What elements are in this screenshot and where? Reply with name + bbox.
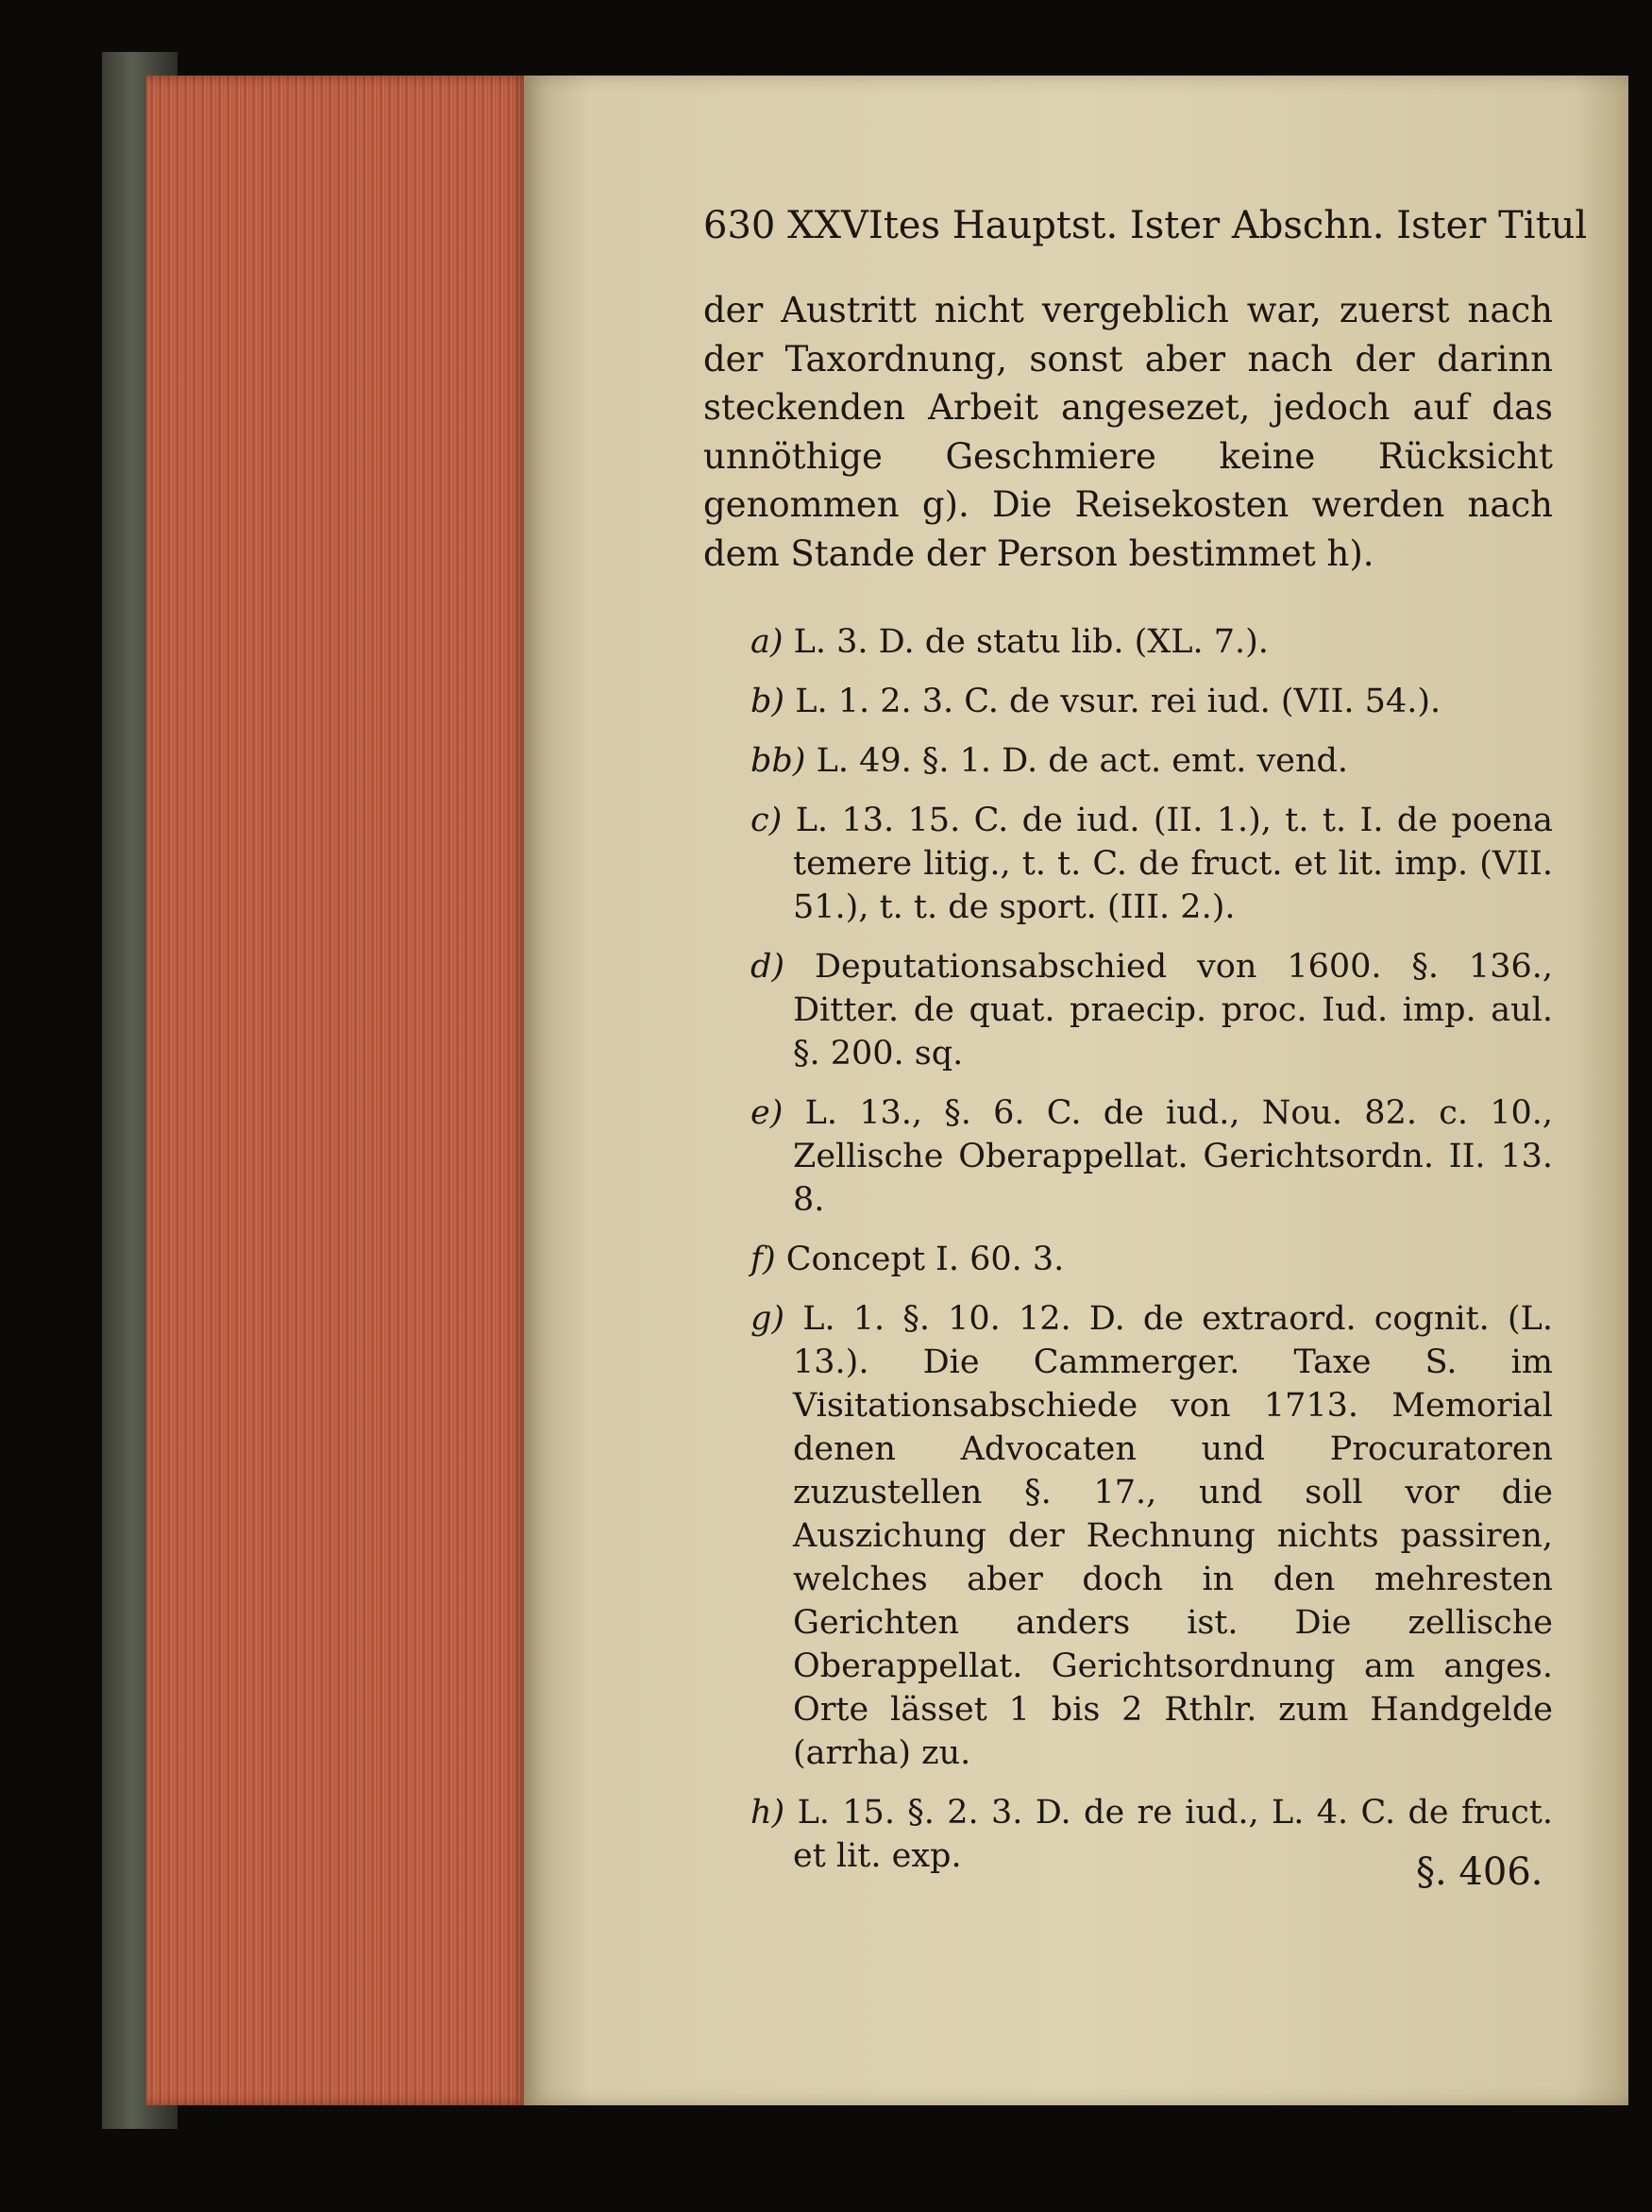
signature-mark: §. 406. bbox=[1416, 1850, 1543, 1894]
footnote bbox=[750, 1091, 1553, 1222]
footnote-text: L. 13. 15. C. de iud. (II. 1.), t. t. I. de poena temere litig., t. t. C. de fruct. et lit. imp. (VII. 51.), t. t. de sport. (III. 2.). bbox=[793, 802, 1553, 926]
footnote-text: Deputationsabschied von 1600. §. 136., Ditter. de quat. praecip. proc. Iud. imp. aul. §. 200. sq. bbox=[793, 948, 1553, 1072]
footnote-text: L. 3. D. de statu lib. (XL. 7.). bbox=[793, 623, 1269, 661]
page-number: 630 bbox=[703, 204, 776, 247]
footnote-text: L. 13., §. 6. C. de iud., Nou. 82. c. 10., Zellische Oberappellat. Gerichtsordn. II. 13. 8. bbox=[793, 1094, 1553, 1219]
footnote-mark: e) bbox=[750, 1094, 784, 1132]
footnote-mark: h) bbox=[750, 1794, 785, 1832]
page-block-edge bbox=[146, 76, 529, 2105]
footnote bbox=[750, 1238, 1553, 1281]
footnote bbox=[750, 680, 1553, 723]
page-content bbox=[703, 203, 1588, 1894]
footnote-mark: bb) bbox=[750, 742, 806, 780]
footnote-mark: b) bbox=[750, 683, 785, 720]
footnotes bbox=[703, 620, 1553, 1878]
footnote-text: L. 15. §. 2. 3. D. de re iud., L. 4. C. de fruct. et lit. exp. bbox=[793, 1794, 1553, 1875]
footnote bbox=[750, 739, 1553, 783]
footnote-mark: g) bbox=[750, 1300, 785, 1338]
footnote bbox=[750, 1297, 1553, 1775]
footnote-text: L. 1. §. 10. 12. D. de extraord. cognit. (L. 13.). Die Cammerger. Taxe S. im Visitationsabschiede von 1713. Memorial denen Advocaten und Procuratoren zuzustellen §. 17., und soll vor die Auszichung der Rechnung nichts passiren, welches aber doch in den mehresten Gerichten anders ist. Die zellische Oberappellat. Gerichtsordnung am anges. Orte lässet 1 bis 2 Rthlr. zum Handgelde (arrha) zu. bbox=[793, 1300, 1553, 1772]
running-title: XXVItes Hauptst. Ister Abschn. Ister Titul bbox=[787, 204, 1588, 247]
footnote-mark: a) bbox=[750, 623, 784, 661]
footnote-text: L. 49. §. 1. D. de act. emt. vend. bbox=[816, 742, 1349, 780]
footnote-mark: c) bbox=[750, 802, 783, 839]
footnote bbox=[750, 799, 1553, 929]
footnote bbox=[750, 945, 1553, 1075]
running-header bbox=[703, 203, 1588, 248]
body-paragraph: der Austritt nicht vergeblich war, zuerst nach der Taxordnung, sonst aber nach der darinn steckenden Arbeit angesezet, jedoch auf das unnöthige Geschmiere keine Rücksicht genommen g). Die Reisekosten werden nach dem Stande der Person bestimmet h). bbox=[703, 290, 1553, 574]
footnote-text: L. 1. 2. 3. C. de vsur. rei iud. (VII. 54.). bbox=[795, 683, 1441, 720]
footnote-text: Concept I. 60. 3. bbox=[785, 1241, 1065, 1278]
footnote-mark: d) bbox=[750, 948, 785, 986]
footnote-mark: f) bbox=[750, 1241, 776, 1278]
footnote bbox=[750, 620, 1553, 664]
